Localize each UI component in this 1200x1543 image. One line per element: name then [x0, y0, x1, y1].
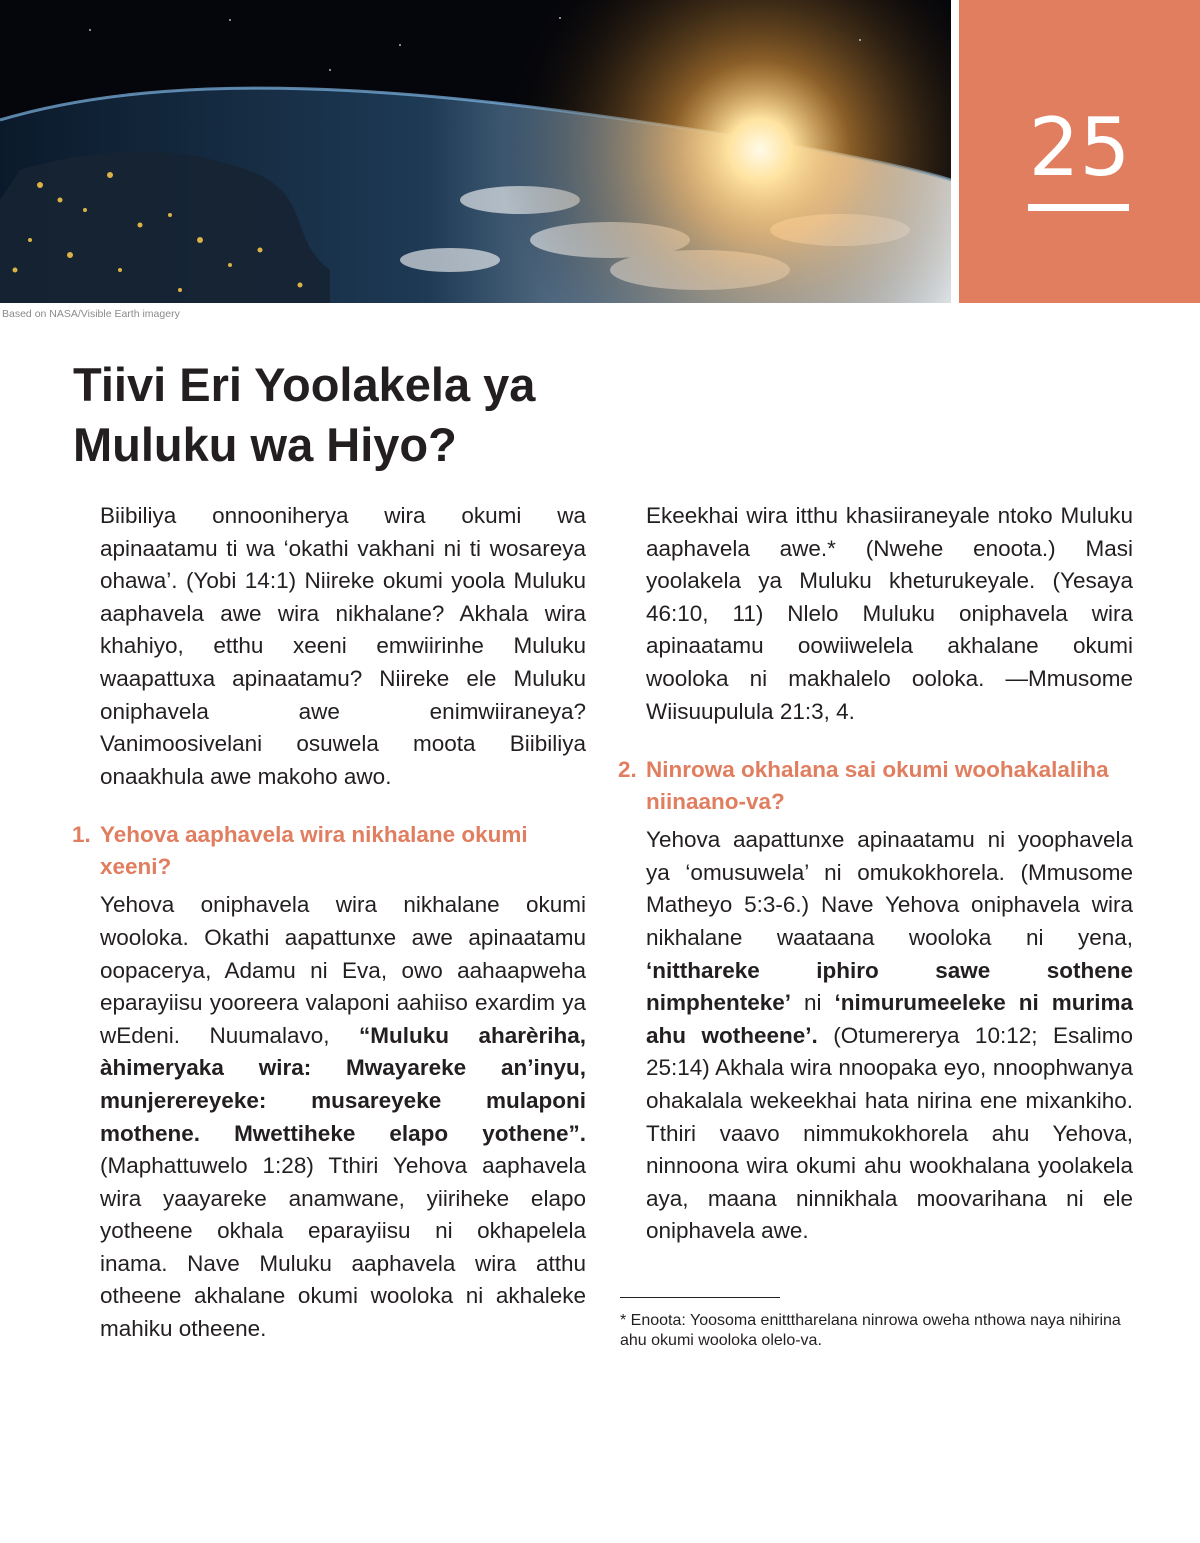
- question-1-heading-text: Yehova aaphavela wira nikhalane okumi xeeni?: [100, 822, 528, 880]
- q2-text-c: (Otumererya 10:12; Esalimo 25:14) Akhala wira nnoopaka eyo, nnoophwanya ohakalala wekeekhai hata nirina ene mixankiho. Tthiri vaavo nimmukokhorela ahu Yehova, ninnoona wira okumi ahu wookhalana yoolakela aya, maana ninnikhala moovarihana ni ele oniphavela awe.: [646, 1022, 1133, 1244]
- question-1-number: 1.: [72, 822, 91, 848]
- continuation-paragraph: Ekeekhai wira itthu khasiiraneyale ntoko Muluku aaphavela awe.* (Nwehe enoota.) Masi yoolakela ya Muluku kheturukeyale. (Yesaya 46:10, 11) Nlelo Muluku oniphavela wira apinaatamu oowiiwelela akhalane okumi wooloka ni makhalelo ooloka. —Mmusome Wiisuupulula 21:3, 4.: [646, 503, 1133, 724]
- question-1-answer: [100, 889, 586, 1345]
- footnote-divider: [620, 1297, 780, 1298]
- intro-paragraph: Biibiliya onnooniherya wira okumi wa apinaatamu ti wa ‘okathi vakhani ni ti wosareya ohawa’. (Yobi 14:1) Niireke okumi yoola Muluku aaphavela awe wira nikhalane? Akhala wira khahiyo, etthu xeeni emwiirinhe Muluku waapattuxa apinaatamu? Niireke ele Muluku oniphavela awe enimwiiraneya? Vanimoosivelani osuwela moota Biibiliya onaakhula awe makoho awo.: [100, 503, 586, 789]
- q2-text-b: ni: [791, 990, 835, 1016]
- q1-scripture-quote: “Muluku aharèriha, àhimeryaka wira: Mwayareke an’inyu, munjerereyeke: musareyeke mulaponi mothene. Mwettiheke elapo yothene”.: [100, 1022, 587, 1146]
- earth-from-space-photo: [0, 0, 951, 303]
- title-line-2: Muluku wa Hiyo?: [73, 418, 457, 471]
- image-credit: Based on NASA/Visible Earth imagery: [2, 308, 180, 320]
- question-2-heading: [618, 754, 1133, 818]
- q2-text-a: Yehova aapattunxe apinaatamu ni yoophavela ya ‘omusuwela’ ni omukokhorela. (Mmusome Matheyo 5:3-6.) Nave Yehova oniphavela wira nikhalane waataana wooloka ni yena,: [646, 827, 1133, 950]
- question-2-heading-text: Ninrowa okhalana sai okumi woohakalaliha niinaano-va?: [646, 757, 1109, 815]
- left-column: [72, 500, 587, 1346]
- chapter-underline: [1028, 204, 1129, 211]
- q2-scripture-quote-b: ‘nimurumeeleke ni murima ahu wotheene’.: [646, 990, 1133, 1048]
- question-2-number: 2.: [618, 757, 637, 783]
- earth-illustration: [0, 0, 951, 303]
- chapter-number: 25: [1028, 101, 1131, 194]
- q1-text-a: Yehova oniphavela wira nikhalane okumi wooloka. Okathi aapattunxe awe apinaatamu oopacerya, Adamu ni Eva, owo aahaapweha eparayiisu yooreera valaponi aahiiso exardim ya wEdeni. Nuumalavo,: [100, 892, 586, 1048]
- question-1-heading: [72, 819, 586, 883]
- q1-text-b: (Maphattuwelo 1:28) Tthiri Yehova aaphavela wira yaayareke anamwane, yiiriheke elapo yotheene okhala eparayiisu ni okhapelela inama. Nave Muluku aaphavela wira atthu otheene akhalane okumi wooloka ni akhaleke mahiku otheene.: [100, 1153, 586, 1342]
- chapter-badge: [959, 0, 1200, 303]
- right-column: [618, 500, 1133, 1248]
- q2-scripture-quote-a: ‘nitthareke iphiro sawe sothene nimphenteke’: [646, 957, 1133, 1016]
- page-title: [73, 355, 773, 475]
- footnote: * Enoota: Yoosoma enitttharelana ninrowa oweha nthowa naya nihirina ahu okumi wooloka olelo-va.: [620, 1312, 1121, 1349]
- title-line-1: Tiivi Eri Yoolakela ya: [73, 358, 536, 411]
- question-2-answer: [646, 824, 1133, 1248]
